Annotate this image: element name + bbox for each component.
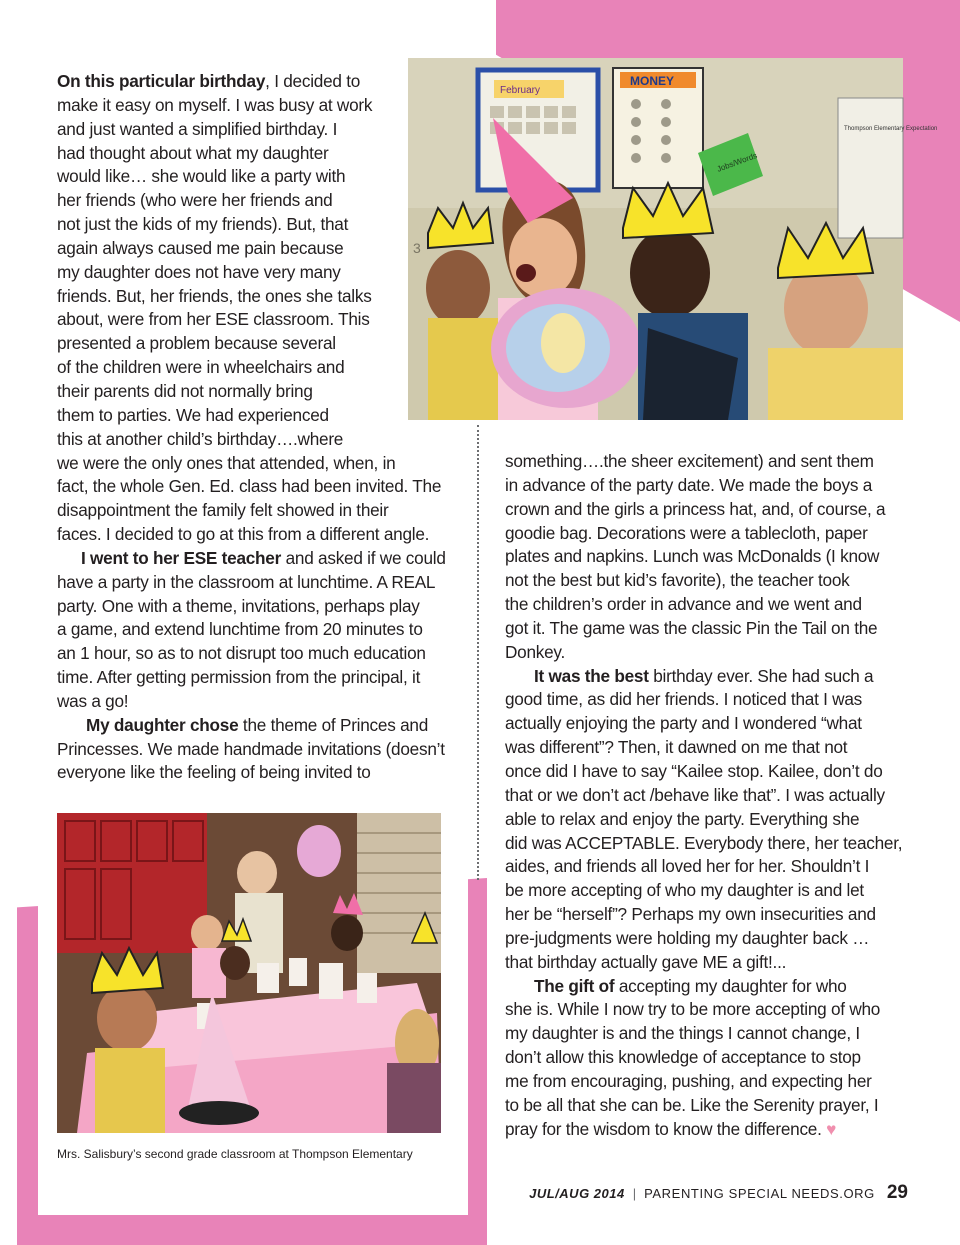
paragraph-4-line: crown and the girls a princess hat, and, of course, a — [505, 498, 886, 519]
photo-party-kids-illustration — [408, 58, 938, 420]
paragraph-1-line: had thought about what my daughter — [57, 142, 329, 163]
lead-in: My daughter chose — [86, 714, 239, 735]
paragraph-5-line: her be “herself”? Perhaps my own insecurities and — [505, 904, 876, 925]
paragraph-2-line: a game, and extend lunchtime from 20 minutes to — [57, 619, 423, 640]
page-number: 29 — [886, 1182, 908, 1203]
paragraph-6-line: me from encouraging, pushing, and expecting her — [505, 1070, 872, 1091]
paragraph-6-line: my daughter is and the things I cannot change, I — [505, 1023, 860, 1044]
paragraph-1-line: them to parties. We had experienced — [57, 404, 329, 425]
paragraph-3-line: Princesses. We made handmade invitations (doesn’t — [57, 738, 445, 759]
paragraph-3-line: everyone like the feeling of being invited to — [57, 762, 371, 783]
paragraph-1-line: we were the only ones that attended, when, in — [57, 452, 396, 473]
paragraph-5-line: once did I have to say “Kailee stop. Kailee, don’t do — [505, 760, 883, 781]
paragraph-6-line: pray for the wisdom to know the difference. ♥ — [505, 1118, 837, 1139]
column-divider — [477, 425, 479, 880]
paragraph-1-line: about, were from her ESE classroom. This — [57, 309, 370, 330]
photo-classroom-party-illustration — [57, 813, 441, 1133]
paragraph-1-line: this at another child’s birthday….where — [57, 428, 344, 449]
issue-date: JUL/AUG 2014 — [529, 1186, 625, 1201]
paragraph-6-line: she is. While I now try to be more accepting of who — [505, 999, 881, 1020]
paragraph-6-line: don’t allow this knowledge of acceptance to stop — [505, 1047, 861, 1068]
paragraph-1-line: their parents did not normally bring — [57, 380, 313, 401]
paragraph-5-line: able to relax and enjoy the party. Everything she — [505, 808, 860, 829]
paragraph-2-line: an 1 hour, so as to not disrupt too much education — [57, 643, 426, 664]
paragraph-4-line: the children’s order in advance and we went and — [505, 594, 862, 615]
paragraph-4-line: plates and napkins. Lunch was McDonalds (I know — [505, 546, 880, 567]
paragraph-5-line: was different”? Then, it dawned on me that not — [505, 737, 848, 758]
paragraph-2-line: was a go! — [57, 690, 129, 711]
page-footer — [529, 1182, 908, 1204]
paragraph-4-line: goodie bag. Decorations were a tablecloth, paper — [505, 522, 868, 543]
paragraph-1-line: not just the kids of my friends). But, that — [57, 214, 349, 235]
calendar-label: February — [500, 85, 541, 96]
paragraph-2-line: time. After getting permission from the principal, it — [57, 667, 421, 688]
paragraph-5-line: actually enjoying the party and I wondered “what — [505, 713, 862, 734]
paragraph-1-line: my daughter does not have very many — [57, 261, 341, 282]
paragraph-2-line: I went to her ESE teacher and asked if we could — [81, 547, 446, 568]
paragraph-6-line: The gift of accepting my daughter for who — [534, 975, 847, 996]
paragraph-5-line: pre-judgments were holding my daughter back … — [505, 927, 870, 948]
money-label: MONEY — [630, 74, 675, 88]
paragraph-5-line: did was ACCEPTABLE. Everybody there, her teacher, — [505, 832, 903, 853]
paragraph-4-line: not the best but kid’s favorite), the teacher took — [505, 570, 850, 591]
paragraph-1-line: of the children were in wheelchairs and — [57, 357, 345, 378]
paragraph-1-line: presented a problem because several — [57, 333, 336, 354]
paragraph-1-line: again always caused me pain because — [57, 237, 344, 258]
paragraph-1-line: would like… she would like a party with — [57, 166, 346, 187]
paragraph-5-line: that birthday actually gave ME a gift!... — [505, 951, 787, 972]
paragraph-4-line: something….the sheer excitement) and sent them — [505, 451, 874, 471]
paragraph-3-line: My daughter chose the theme of Princes and — [86, 714, 429, 735]
lead-in: I went to her ESE teacher — [81, 547, 282, 568]
footer-separator: | — [632, 1186, 637, 1201]
paragraph-4-line: in advance of the party date. We made the boys a — [505, 474, 872, 495]
paragraph-1-line: friends. But, her friends, the ones she talks — [57, 285, 372, 306]
paragraph-4-line: got it. The game was the classic Pin the Tail on the — [505, 617, 878, 638]
paragraph-1-line: fact, the whole Gen. Ed. class had been invited. The — [57, 476, 442, 497]
paragraph-5-line: good time, as did her friends. I noticed that I was — [505, 689, 862, 710]
paragraph-5-line: that or we don’t act /behave like that”. I was actually — [505, 784, 885, 805]
paragraph-1-line: make it easy on myself. I was busy at work — [57, 94, 373, 115]
paragraph-6-line: to be all that she can be. Like the Serenity prayer, I — [505, 1094, 879, 1115]
paragraph-5-line: aides, and friends all loved her for her. Shouldn’t I — [505, 856, 870, 877]
wall-number: 3 — [413, 240, 421, 256]
lead-in: The gift of — [534, 975, 615, 996]
paragraph-5-line: It was the best birthday ever. She had such a — [534, 665, 874, 686]
paragraph-1-line: faces. I decided to go at this from a different angle. — [57, 524, 430, 545]
article-left-column — [57, 70, 446, 785]
publication-site: PARENTING SPECIAL NEEDS.ORG — [644, 1186, 875, 1201]
paragraph-4-line: Donkey. — [505, 641, 566, 662]
photo-caption: Mrs. Salisbury’s second grade classroom at Thompson Elementary — [57, 1147, 413, 1161]
paragraph-2-line: party. One with a theme, invitations, perhaps play — [57, 595, 420, 616]
paragraph-5-line: be more accepting of who my daughter is and let — [505, 880, 864, 901]
sticky-note-text: Jobs/Words — [715, 150, 759, 174]
paragraph-1-line: her friends (who were her friends and — [57, 190, 333, 211]
paragraph-1-line: On this particular birthday, I decided to — [57, 71, 361, 91]
paragraph-1-line: disappointment the family felt showed in their — [57, 500, 389, 521]
photo-party-kids — [408, 58, 938, 420]
lead-in: On this particular birthday — [57, 71, 266, 91]
paragraph-1-line: and just wanted a simplified birthday. I — [57, 118, 338, 139]
heart-icon: ♥ — [826, 1118, 837, 1139]
lead-in: It was the best — [534, 665, 649, 686]
photo-classroom-party — [57, 813, 441, 1133]
paragraph-2-line: have a party in the classroom at lunchtime. A REAL — [57, 571, 436, 592]
board-text: Thompson Elementary Expectation — [844, 126, 938, 132]
article-right-column — [505, 450, 902, 1141]
